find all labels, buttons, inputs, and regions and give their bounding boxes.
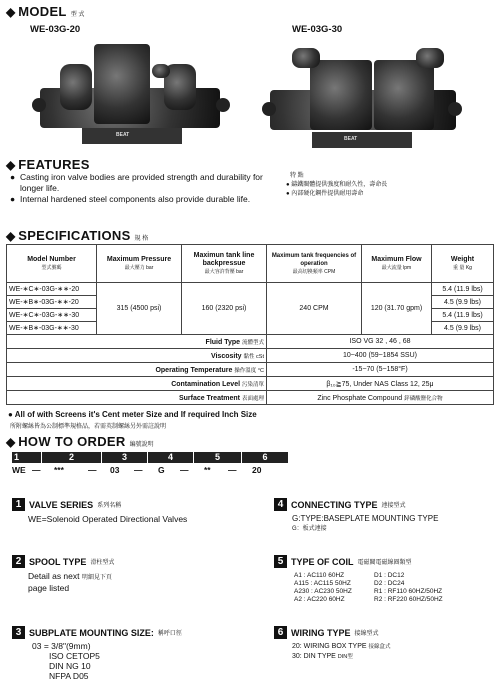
table-row: Contamination Level 污染清單 β₁₀≧75, Under NAS Class 12, 25μ	[7, 377, 494, 391]
features-zh: 特 點 ● 鑄鐵閥體提供強度和耐久性，壽命長 ● 內部硬化鋼件提供耐用壽命	[286, 173, 388, 197]
wiring-type-block: 6 WIRING TYPE 接線型式 20: WIRING BOX TYPE 接線盒式 30: DIN TYPE DIN型	[274, 626, 496, 662]
diamond-icon: ◆	[6, 5, 16, 19]
coil-type-block: 5 TYPE OF COIL 電磁閥電磁線圈類型 A1 : AC110 60HZ D1 : DC12 A115 : AC115 50HZ D2 : DC24 A230 : AC230 50HZ R1 : RF110 60HZ/50HZ A2 : AC220 60HZ R2 : RF220 60HZ/50HZ	[274, 555, 496, 604]
model-label-left: WE-03G-20	[30, 24, 81, 35]
specs-note: ● All of with Screens it's Cent meter Size and If required Inch Size	[8, 410, 257, 419]
table-row: Fluid Type 流體型式 ISO VG 32 , 46 , 68	[7, 335, 494, 349]
col-header-weight: Weight 重 量 Kg	[432, 245, 494, 283]
valve-photo-left: BEAT	[32, 38, 232, 148]
list-item: ● Casting iron valve bodies are provided strength and durability for longer life.	[10, 172, 263, 193]
table-row: WE-∗C∗-03G-∗∗-30 5.4 (11.9 lbs)	[7, 309, 494, 322]
table-row: Surface Treatment 表面處理 Zinc Phosphate Compound 鋅磷酸鹽化合物	[7, 391, 494, 405]
specs-heading: ◆ SPECIFICATIONS 規 格	[6, 228, 149, 243]
specs-table	[6, 244, 494, 405]
col-header-backpressure: Maximun tank line backpressue 最大容許背壓 bar	[182, 245, 267, 283]
spool-type-block: 2 SPOOL TYPE 滑柱型式 Detail as next 明細見下頁 page listed	[12, 555, 262, 593]
table-row: Viscosity 黏性 cSt 10~400 (59~1854 SSU)	[7, 349, 494, 363]
diamond-icon: ◆	[6, 229, 16, 243]
table-row: WE-∗B∗-03G-∗∗-20 4.5 (9.9 lbs)	[7, 296, 494, 309]
model-label-right: WE-03G-30	[292, 24, 343, 35]
order-code: 1 2 3 4 5 6 WE — *** — 03 — G — ** — 20	[12, 452, 288, 477]
specs-note-zh: 所附螺絲皆為公制標準規格品，若需英制螺絲另外需註說明	[10, 424, 167, 430]
valve-series-block: 1 VALVE SERIES 系列名稱 WE=Solenoid Operated Directional Valves	[12, 498, 262, 524]
features-list	[10, 172, 268, 205]
model-heading: ◆ MODEL 型 式	[6, 4, 85, 19]
col-header-flow: Maximum Flow 最大流量 lpm	[362, 245, 432, 283]
order-heading: ◆ HOW TO ORDER 編號說明	[6, 434, 154, 449]
col-header-frequency: Maximum tank frequencies of operation 最高切換頻率 CPM	[267, 245, 362, 283]
list-item: ● Internal hardened steel components also provide durable life.	[10, 194, 251, 204]
col-header-model: Model Number 型式號碼	[7, 245, 97, 283]
connecting-type-block: 4 CONNECTING TYPE 連接型式 G:TYPE:BASEPLATE MOUNTING TYPE G：板式連接	[274, 498, 496, 534]
table-row: Operating Temperature 操作溫度 °C -15~70 (5~158°F)	[7, 363, 494, 377]
valve-photo-right: BEAT	[262, 38, 462, 153]
subplate-size-block: 3 SUBPLATE MOUNTING SIZE: 稱呼口徑 03 = 3/8"(9mm) ISO CETOP5 DIN NG 10 NFPA D05	[12, 626, 262, 681]
features-heading: ◆ FEATURES	[6, 157, 90, 172]
col-header-pressure: Maximum Pressure 最大壓力 bar	[97, 245, 182, 283]
diamond-icon: ◆	[6, 158, 16, 172]
diamond-icon: ◆	[6, 435, 16, 449]
table-row: WE-∗B∗-03G-∗∗-30 4.5 (9.9 lbs)	[7, 322, 494, 335]
coil-list: A1 : AC110 60HZ D1 : DC12 A115 : AC115 50HZ D2 : DC24 A230 : AC230 50HZ R1 : RF110 60HZ/50HZ A2 : AC220 60HZ R2 : RF220 60HZ/50HZ	[294, 572, 443, 603]
table-row: WE-∗C∗-03G-∗∗-20 315 (4500 psi) 160 (2320 psi) 240 CPM 120 (31.70 gpm) 5.4 (11.9 lbs)	[7, 283, 494, 296]
